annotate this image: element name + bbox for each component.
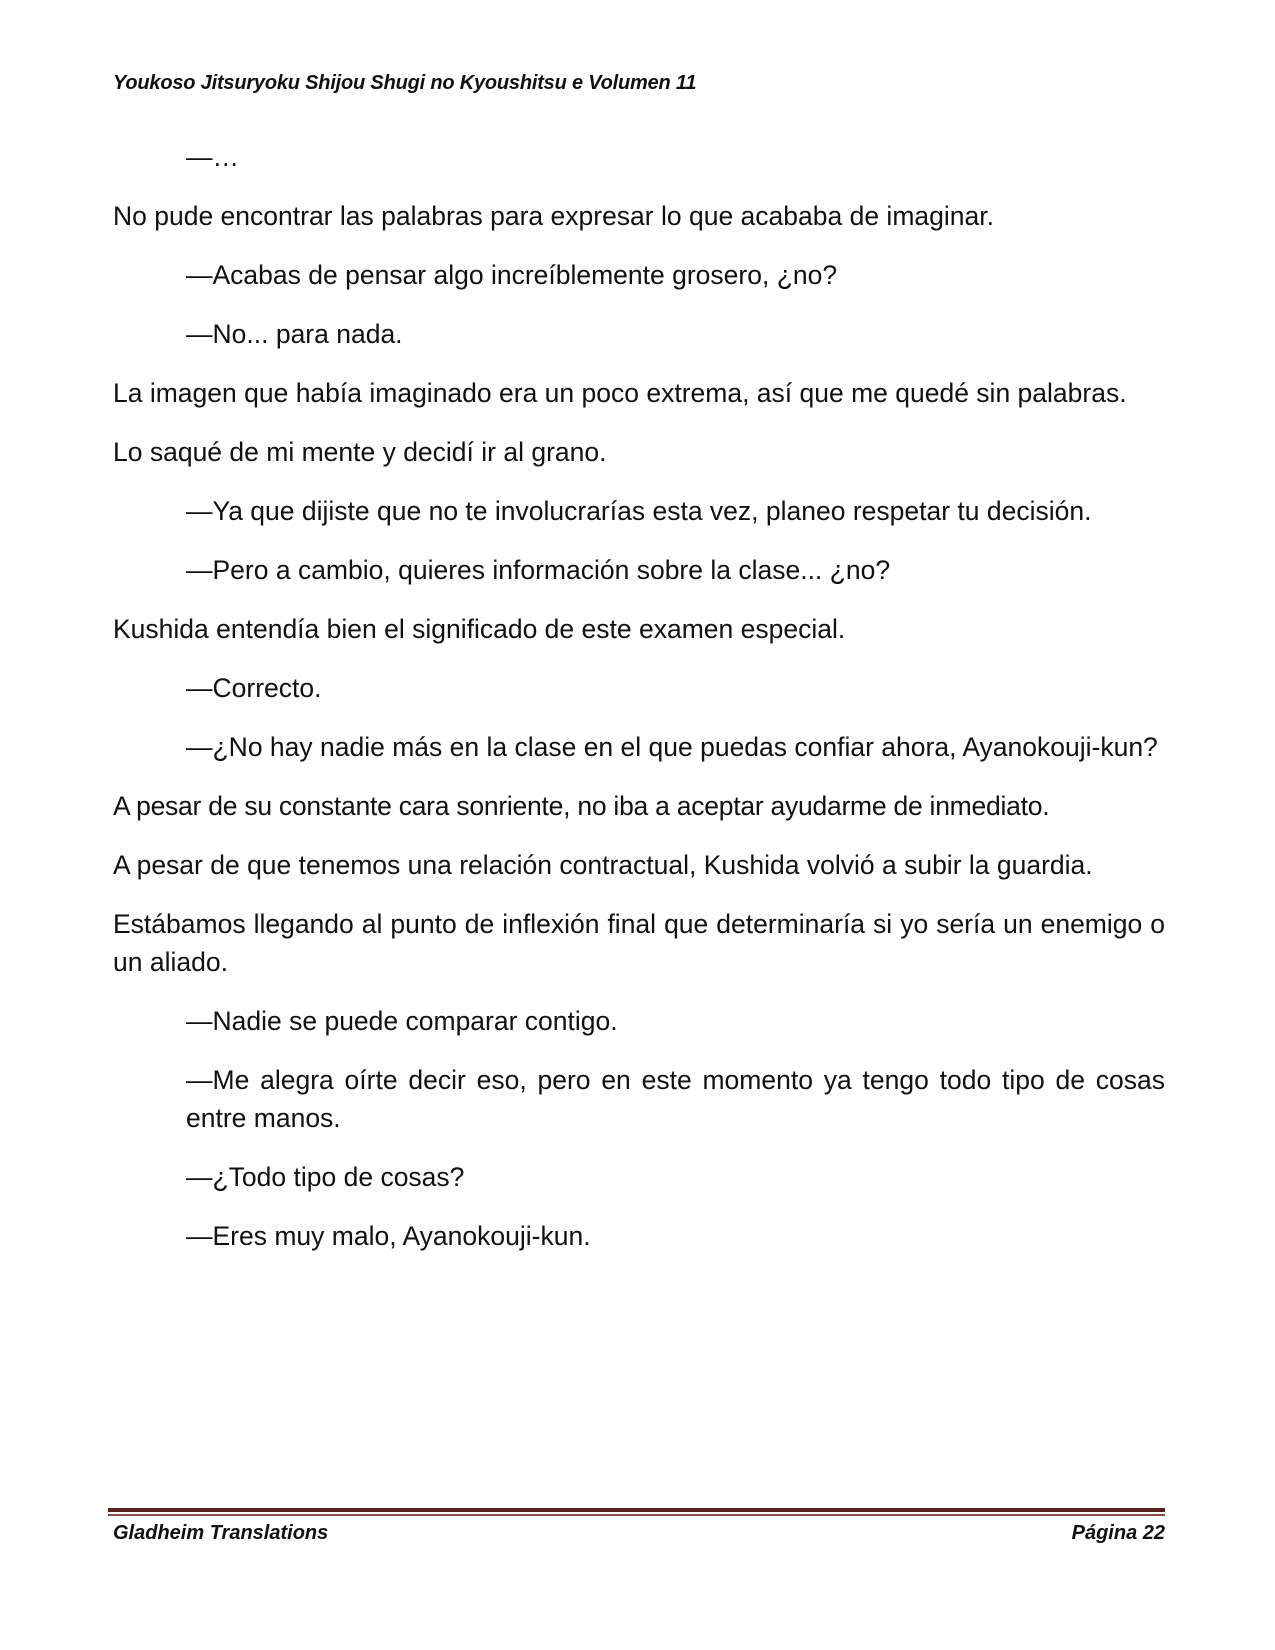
paragraph-narration: Estábamos llegando al punto de inflexión final que determinaría si yo sería un enemigo o un aliado.: [113, 909, 1165, 977]
paragraph-narration: A pesar de que tenemos una relación contractual, Kushida volvió a subir la guardia.: [113, 850, 1093, 880]
page-body: [113, 138, 1165, 1276]
paragraph-narration: Kushida entendía bien el significado de este examen especial.: [113, 614, 846, 644]
footer-translator: Gladheim Translations: [113, 1522, 329, 1544]
paragraph-narration: A pesar de su constante cara sonriente, no iba a aceptar ayudarme de inmediato.: [113, 791, 1050, 821]
page-header: [113, 72, 1163, 95]
paragraph-dialogue: —¿No hay nadie más en la clase en el que puedas confiar ahora, Ayanokouji-kun?: [186, 732, 1158, 762]
footer-divider: [108, 1508, 1165, 1516]
paragraph-dialogue: —Correcto.: [186, 673, 322, 703]
paragraph-dialogue: —Me alegra oírte decir eso, pero en este momento ya tengo todo tipo de cosas entre manos.: [186, 1065, 1165, 1133]
paragraph-dialogue: —…: [186, 142, 239, 172]
paragraph-narration: Lo saqué de mi mente y decidí ir al grano.: [113, 437, 607, 467]
paragraph-dialogue: —No... para nada.: [186, 319, 403, 349]
header-title: Youkoso Jitsuryoku Shijou Shugi no Kyoushitsu e Volumen 11: [113, 72, 697, 94]
footer-divider-thin: [108, 1514, 1165, 1516]
paragraph-narration: No pude encontrar las palabras para expresar lo que acababa de imaginar.: [113, 201, 994, 231]
paragraph-dialogue: —Nadie se puede comparar contigo.: [186, 1006, 618, 1036]
paragraph-dialogue: —Eres muy malo, Ayanokouji-kun.: [186, 1221, 591, 1251]
paragraph-dialogue: —Pero a cambio, quieres información sobre la clase... ¿no?: [186, 555, 891, 585]
paragraph-narration: La imagen que había imaginado era un poco extrema, así que me quedé sin palabras.: [113, 378, 1127, 408]
paragraph-dialogue: —Acabas de pensar algo increíblemente grosero, ¿no?: [186, 260, 838, 290]
paragraph-dialogue: —¿Todo tipo de cosas?: [186, 1162, 465, 1192]
paragraph-dialogue: —Ya que dijiste que no te involucrarías esta vez, planeo respetar tu decisión.: [186, 496, 1092, 526]
footer-page-number: Página 22: [1071, 1522, 1165, 1544]
